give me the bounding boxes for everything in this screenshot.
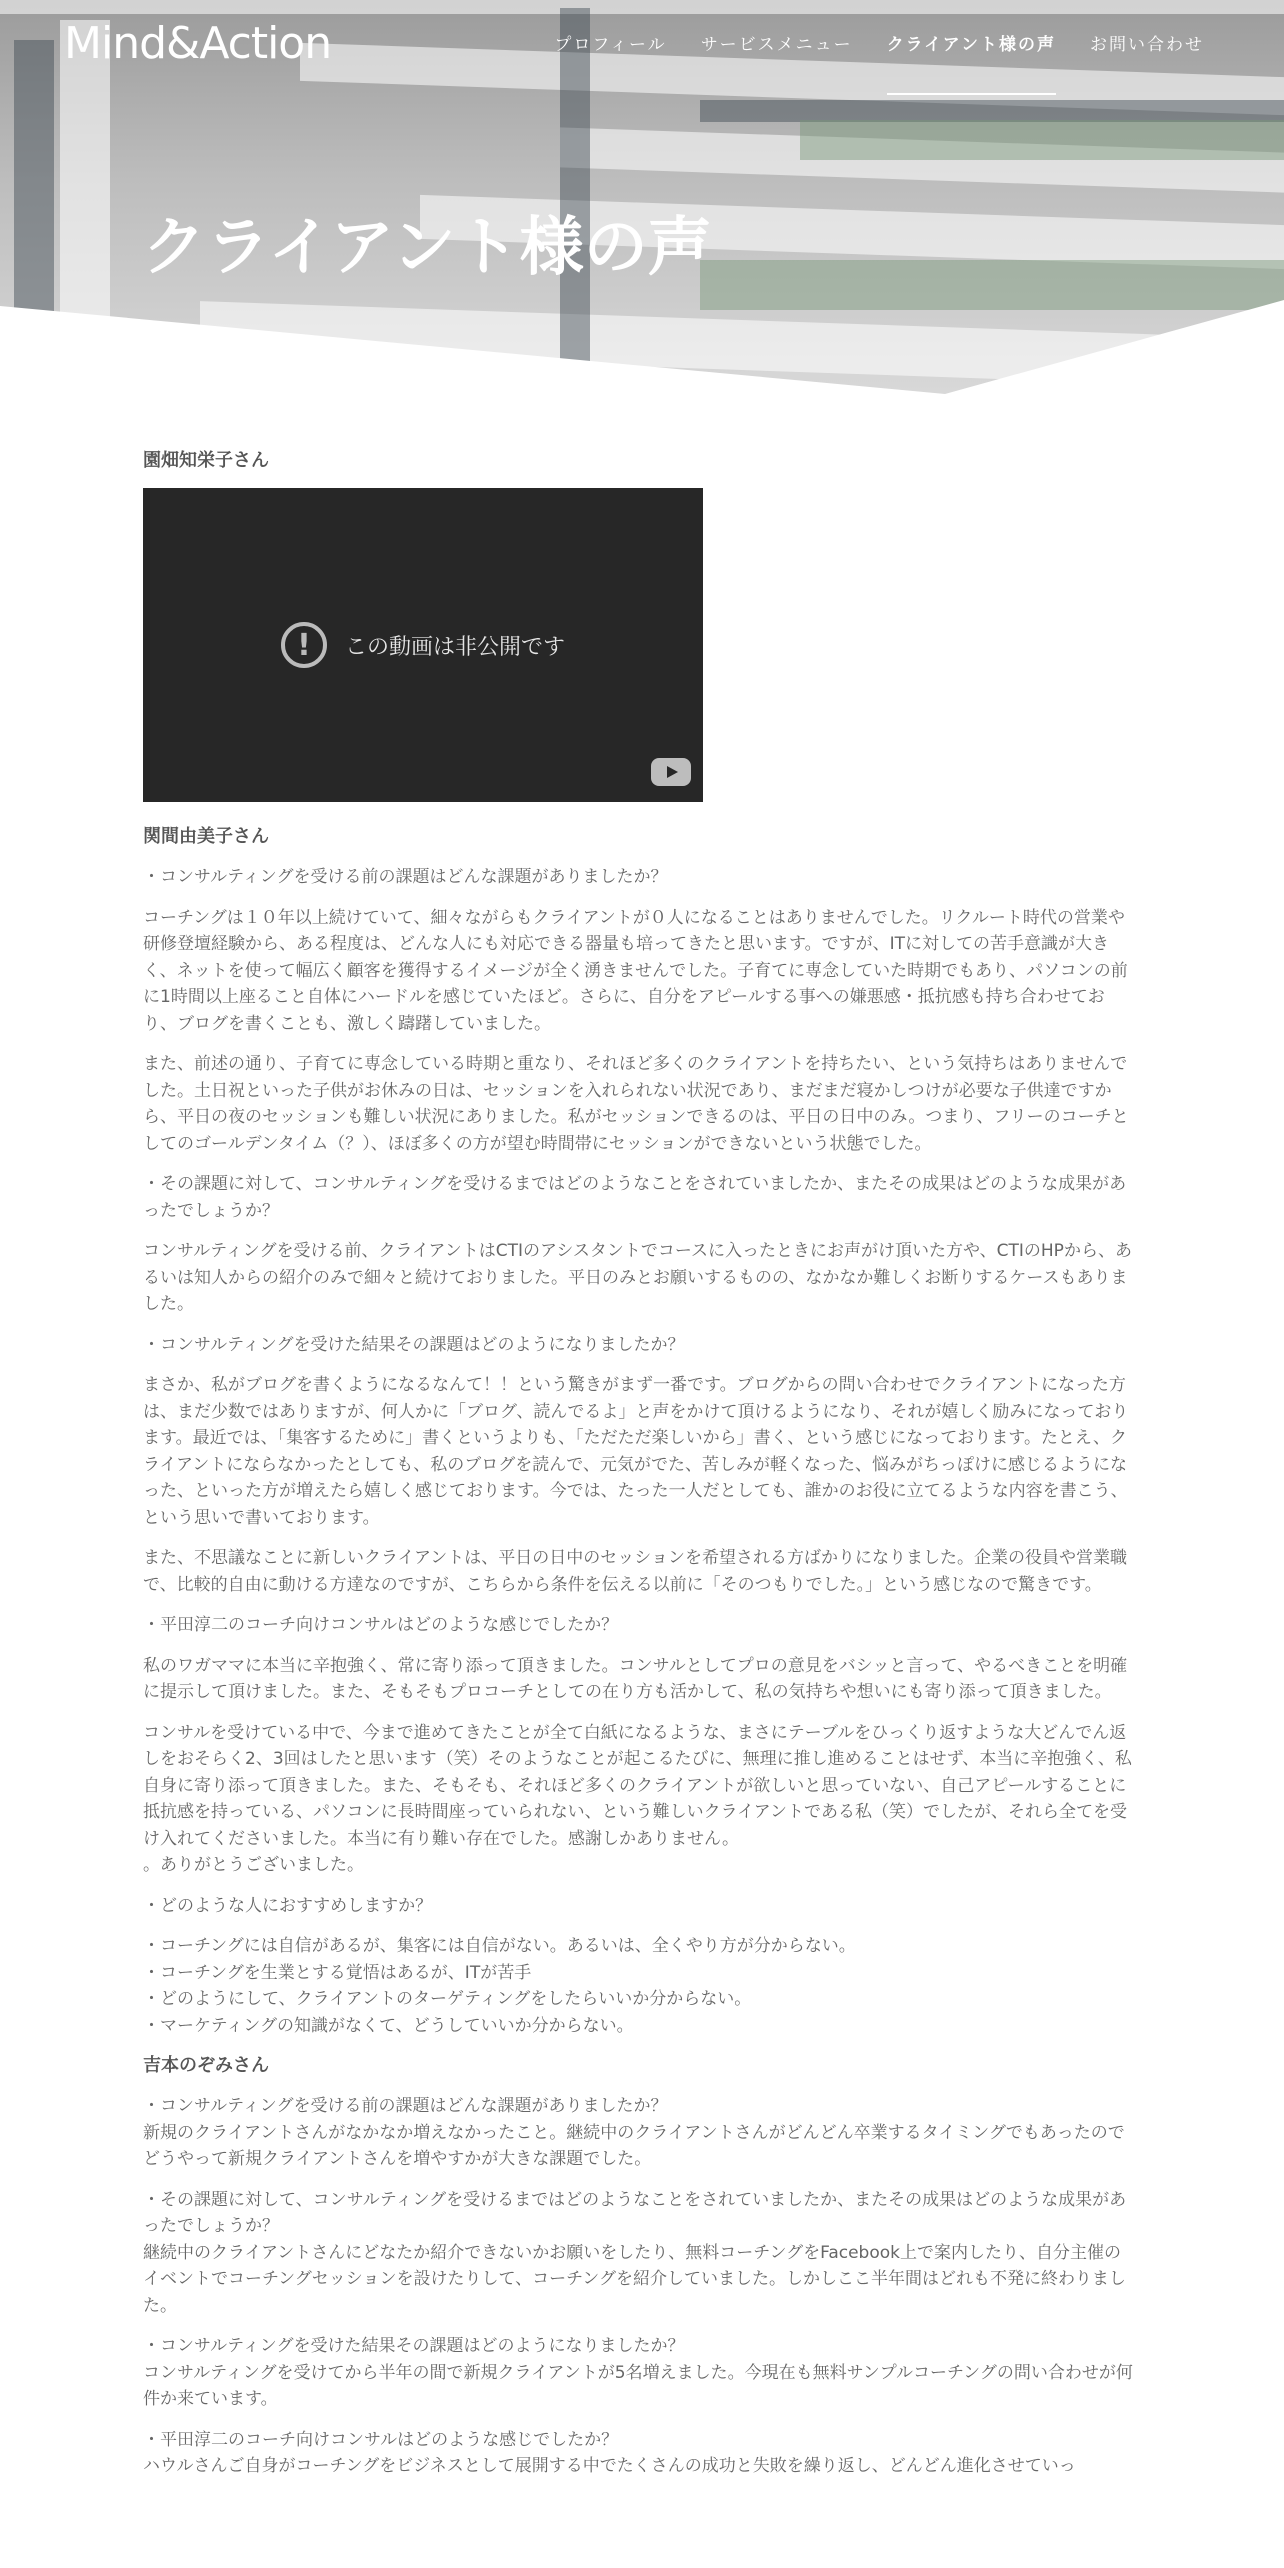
testimonial-paragraph: ・コンサルティングを受ける前の課題はどんな課題がありましたか？ 新規のクライアントさんがなかなか増えなかったこと。継続中のクライアントさんがどんどん卒業するタイミングでもあったのでどうやって新規クライアントさんを増やすかが大きな課題でした。 xyxy=(143,2096,1125,2169)
testimonial-paragraph: まさか、私がブログを書くようになるなんて！！という驚きがまず一番です。ブログからの問い合わせでクライアントになった方は、まだ少数ではありますが、何人かに「ブログ、読んでるよ」と声をかけて頂けるようになり、それが嬉しく励みになっております。最近では、「集客するために」書くというよりも、「ただただ楽しいから」書く、という感じになっております。たとえ、クライアントにならなかったとしても、私のブログを読んで、元気がでた、苦しみが軽くなった、悩みがちっぽけに感じるようになった、といった方が増えたら嬉しく感じております。今では、たった一人だとしても、誰かのお役に立てるような内容を書こう、という思いで書いております。 xyxy=(143,1375,1129,1528)
testimonial-paragraph: ・平田淳二のコーチ向けコンサルはどのような感じでしたか？ xyxy=(143,1615,619,1635)
testimonial-paragraph: ・どのような人におすすめしますか？ xyxy=(143,1895,433,1916)
youtube-logo-icon[interactable] xyxy=(651,758,691,786)
client-name-2: 関間由美子さん xyxy=(143,826,269,847)
client-name-1: 園畑知栄子さん xyxy=(143,450,269,471)
nav-service-menu[interactable]: サービスメニュー xyxy=(700,35,853,55)
testimonial-2-body xyxy=(143,864,1133,2039)
testimonial-paragraph: コンサルティングを受ける前、クライアントはCTIのアシスタントでコースに入ったときにお声がけ頂いた方や、CTIのHPから、あるいは知人からの紹介のみで細々と続けておりました。平日のみとお願いするものの、なかなか難しくお断りするケースもありました。 xyxy=(143,1241,1132,1314)
testimonial-3-body xyxy=(143,2093,1133,2480)
video-private-message: この動画は非公開です xyxy=(344,634,565,660)
hero-banner xyxy=(0,0,1284,400)
client-name-3: 吉本のぞみさん xyxy=(143,2055,269,2076)
testimonial-paragraph: ・コンサルティングを受ける前の課題はどんな課題がありましたか？ xyxy=(143,867,668,887)
alert-circle-icon: ! xyxy=(281,622,327,668)
nav-profile[interactable]: プロフィール xyxy=(554,35,667,55)
testimonial-paragraph: ・平田淳二のコーチ向けコンサルはどのような感じでしたか？ ハウルさんご自身がコーチングをビジネスとして展開する中でたくさんの成功と失敗を繰り返し、どんどん進化させていっ xyxy=(143,2429,1076,2476)
testimonial-paragraph: ・コンサルティングを受けた結果その課題はどのようになりましたか？ xyxy=(143,1334,685,1355)
testimonial-paragraph: ・コンサルティングを受けた結果その課題はどのようになりましたか？ コンサルティングを受けてから半年の間で新規クライアントが5名増えました。今現在も無料サンプルコーチングの問い合わせが何件か来ています。 xyxy=(143,2336,1133,2409)
testimonial-paragraph: ・その課題に対して、コンサルティングを受けるまではどのようなことをされていましたか、またその成果はどのような成果があったでしょうか？ 継続中のクライアントさんにどなたか紹介できないかお願いをしたり、無料コーチングをFacebook上で案内したり、自分主催のイベントでコーチングセッションを設けたりして、コーチングを紹介していました。しかしここ半年間はどれも不発に終わりました。 xyxy=(143,2189,1127,2316)
nav-contact[interactable]: お問い合わせ xyxy=(1090,35,1204,55)
testimonials-content xyxy=(143,448,1133,2494)
nav-client-voices[interactable]: クライアント様の声 xyxy=(887,30,1056,95)
testimonial-paragraph: コーチングは１０年以上続けていて、細々ながらもクライアントが０人になることはありませんでした。リクルート時代の営業や研修登壇経験から、ある程度は、どんな人にも対応できる器量も培ってきたと思います。ですが、ITに対しての苦手意識が大きく、ネットを使って幅広く顧客を獲得するイメージが全く湧きませんでした。子育てに専念していた時期でもあり、パソコンの前に1時間以上座ること自体にハードルを感じていたほど。さらに、自分をアピールする事への嫌悪感・抵抗感も持ち合わせており、ブログを書くことも、激しく躊躇していました。 xyxy=(143,907,1128,1034)
testimonial-paragraph: また、前述の通り、子育てに専念している時期と重なり、それほど多くのクライアントを持ちたい、という気持ちはありませんでした。土日祝といった子供がお休みの日は、セッションを入れられない状況であり、まだまだ寝かしつけが必要な子供達ですから、平日の夜のセッションも難しい状況にありました。私がセッションできるのは、平日の日中のみ。つまり、フリーのコーチとしてのゴールデンタイム（？）、ほぼ多くの方が望む時間帯にセッションができないという状態でした。 xyxy=(143,1054,1129,1154)
video-player[interactable] xyxy=(143,488,703,802)
testimonial-paragraph: 私のワガママに本当に辛抱強く、常に寄り添って頂きました。コンサルとしてプロの意見をバシッと言って、やるべきことを明確に提示して頂けました。また、そもそもプロコーチとしての在り方も活かして、私の気持ちや想いにも寄り添って頂きました。 xyxy=(143,1655,1128,1702)
testimonial-paragraph: また、不思議なことに新しいクライアントは、平日の日中のセッションを希望される方ばかりになりました。企業の役員や営業職で、比較的自由に動ける方達なのですが、こちらから条件を伝える以前に「そのつもりでした。」という感じなので驚きです。 xyxy=(143,1548,1127,1595)
site-logo[interactable]: Mind&Action xyxy=(64,18,332,69)
main-nav xyxy=(554,30,1204,95)
testimonial-paragraph: ・コーチングには自信があるが、集客には自信がない。あるいは、全くやり方が分からない。 ・コーチングを生業とする覚悟はあるが、ITが苦手 ・どのようにして、クライアントのターゲティングをしたらいいか分からない。 ・マーケティングの知識がなくて、どうしていいか分からない。 xyxy=(143,1936,856,2036)
testimonial-paragraph: ・その課題に対して、コンサルティングを受けるまではどのようなことをされていましたか、またその成果はどのような成果があったでしょうか？ xyxy=(143,1174,1127,1221)
page-title: クライアント様の声 xyxy=(142,211,712,285)
testimonial-paragraph: コンサルを受けている中で、今まで進めてきたことが全て白紙になるような、まさにテーブルをひっくり返すような大どんでん返しをおそらく2、3回はしたと思います（笑）そのようなことが起こるたびに、無理に推し進めることはせず、本当に辛抱強く、私自身に寄り添って頂きました。また、そもそも、それほど多くのクライアントが欲しいと思っていない、自己アピールすることに抵抗感を持っている、パソコンに長時間座っていられない、という難しいクライアントである私（笑）でしたが、それら全てを受け入れてくださいました。本当に有り難い存在でした。感謝しかありません。 。ありがとうございました。 xyxy=(143,1722,1132,1875)
